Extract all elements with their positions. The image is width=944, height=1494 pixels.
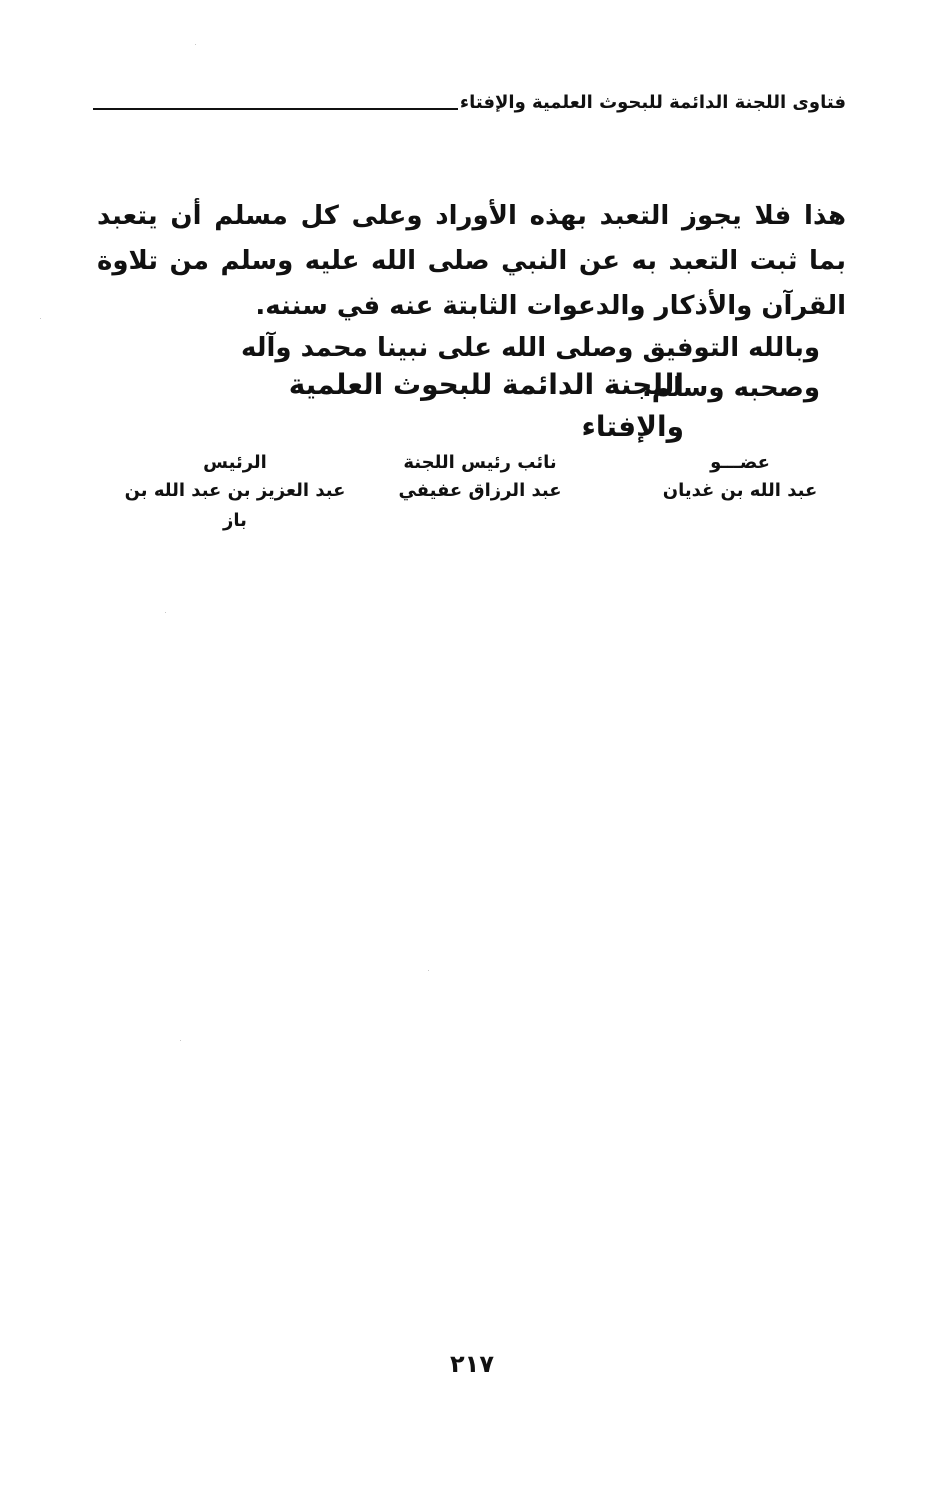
scan-speck: [165, 612, 166, 613]
scan-speck: [428, 970, 429, 971]
signature-president: [120, 450, 350, 536]
header-rule: [93, 108, 458, 110]
scan-speck: [40, 318, 41, 319]
member-role: عضـــو: [710, 452, 770, 473]
scan-speck: [180, 1040, 181, 1041]
running-title: فتاوى اللجنة الدائمة للبحوث العلمية والإفتاء: [459, 92, 846, 113]
page-number: ٢١٧: [450, 1350, 494, 1378]
president-role: الرئيس: [203, 452, 267, 473]
running-header: [93, 84, 846, 114]
committee-name: اللجنة الدائمة للبحوث العلمية والإفتاء: [288, 368, 684, 443]
member-name: عبد الله بن غديان: [662, 480, 818, 501]
vice-president-role: نائب رئيس اللجنة: [403, 452, 557, 473]
president-name: عبد العزيز بن عبد الله بن باز: [124, 480, 346, 531]
signature-vice-president: [380, 450, 580, 506]
scan-speck: [195, 44, 196, 45]
vice-president-name: عبد الرزاق عفيفي: [398, 480, 562, 501]
fatwa-paragraph: هذا فلا يجوز التعبد بهذه الأوراد وعلى كل مسلم أن يتعبد بما ثبت التعبد به عن النبي صلى الله عليه وسلم من تلاوة القرآن والأذكار والدعوات الثابتة عنه في سننه.: [97, 201, 846, 321]
signature-member: [640, 450, 840, 506]
closing-line: وبالله التوفيق وصلى الله على نبينا محمد وآله وصحبه وسلم.: [240, 333, 820, 403]
